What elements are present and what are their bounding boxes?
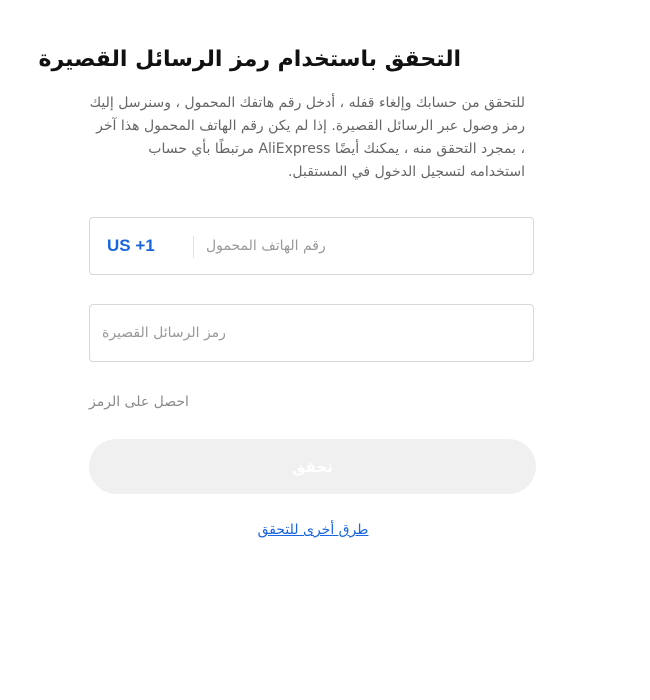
page-title: التحقق باستخدام رمز الرسائل القصيرة <box>38 47 461 72</box>
phone-field <box>89 217 534 275</box>
sms-code-field <box>89 304 534 362</box>
other-verification-methods-link[interactable]: طرق أخرى للتحقق <box>257 522 369 538</box>
country-code-selector[interactable]: US +1 <box>107 236 155 255</box>
get-code-link[interactable]: احصل على الرمز <box>89 394 189 410</box>
phone-number-input[interactable] <box>206 218 524 274</box>
field-divider <box>193 236 194 258</box>
other-methods-container <box>0 520 626 540</box>
instructions-text: للتحقق من حسابك وإلغاء قفله ، أدخل رقم هاتفك المحمول ، وسنرسل إليك رمز وصول عبر الرسائل القصيرة. إذا لم يكن رقم الهاتف المحمول هذا آخر ، بمجرد التحقق منه ، يمكنك أيضًا AliExpress مرتبطًا بأي حساب استخدامه لتسجيل الدخول في المستقبل. <box>89 95 525 180</box>
verify-button[interactable]: تحقق <box>89 439 536 494</box>
sms-code-input[interactable] <box>102 305 522 361</box>
